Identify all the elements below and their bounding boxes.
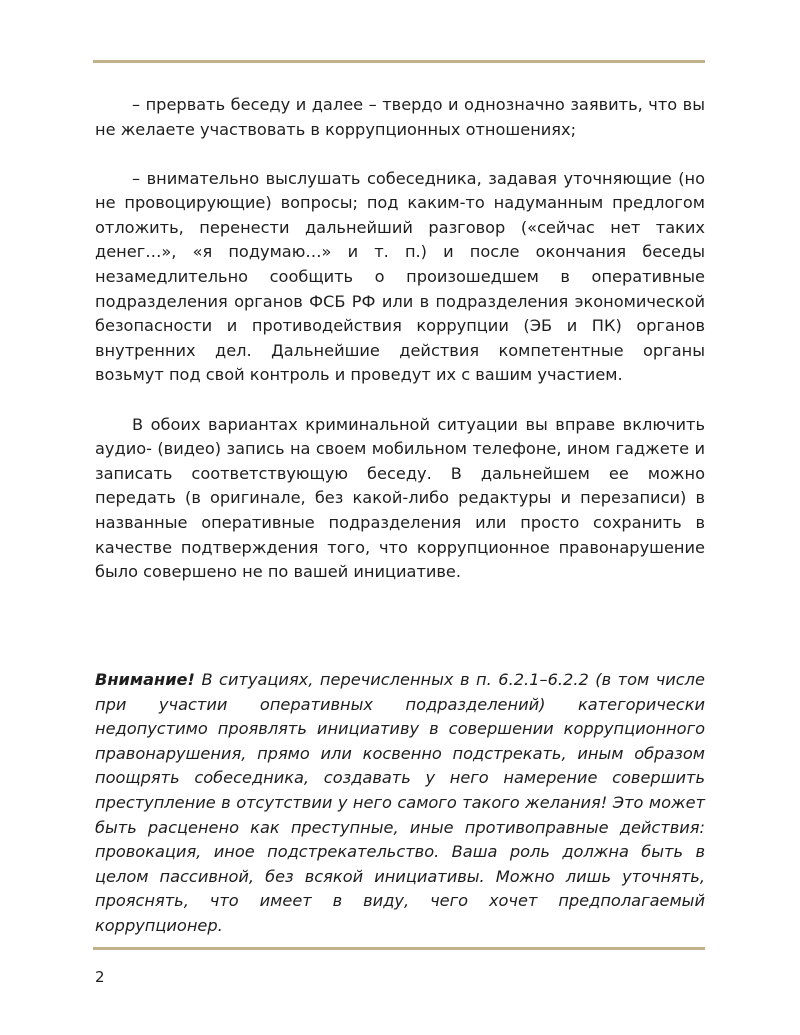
paragraph-option-refuse: – прервать беседу и далее – твердо и однозначно заявить, что вы не желаете участвовать в коррупционных отношениях; xyxy=(95,95,705,139)
top-divider xyxy=(93,60,705,63)
bottom-divider xyxy=(93,947,705,950)
paragraph-recording-advice: В обоих вариантах криминальной ситуации вы вправе включить аудио- (видео) запись на своем мобильном телефоне, ином гаджете и записать соответствующую беседу. В дальнейшем ее можно передать (в оригинале, без какой-либо редактуры и перезаписи) в названные оперативные подразделения или просто сохранить в качестве подтверждения того, что коррупционное правонарушение было совершено не по вашей инициативе. xyxy=(95,414,705,582)
warning-block xyxy=(95,668,705,939)
paragraph-option-report: – внимательно выслушать собеседника, задавая уточняющие (но не провоцирующие) вопросы; под каким-то надуманным предлогом отложить, перенести дальнейший разговор («сейчас нет таких денег…», «я подумаю…» и т. п.) и после окончания беседы незамедлительно сообщить о произошедшем в оперативные подразделения органов ФСБ РФ или в подразделения экономической безопасности и противодействия коррупции (ЭБ и ПК) органов внутренних дел. Дальнейшие действия компетентные органы возьмут под свой контроль и проведут их с вашим участием. xyxy=(95,168,705,385)
main-text xyxy=(95,93,705,585)
page-number: 2 xyxy=(95,968,105,986)
warning-text: В ситуациях, перечисленных в п. 6.2.1–6.2.2 (в том числе при участии оперативных подразделений) категорически недопустимо проявлять инициативу в совершении коррупционного правонарушения, прямо или косвенно подстрекать, иным образом поощрять собеседника, создавать у него намерение совершить преступление в отсутствии у него самого такого желания! Это может быть расценено как преступные, иные противоправные действия: провокация, иное подстрекательство. Ваша роль должна быть в целом пассивной, без всякой инициативы. Можно лишь уточнять, прояснять, что имеет в виду, чего хочет предполагаемый коррупционер. xyxy=(95,670,705,935)
warning-lead: Внимание! xyxy=(95,670,195,689)
